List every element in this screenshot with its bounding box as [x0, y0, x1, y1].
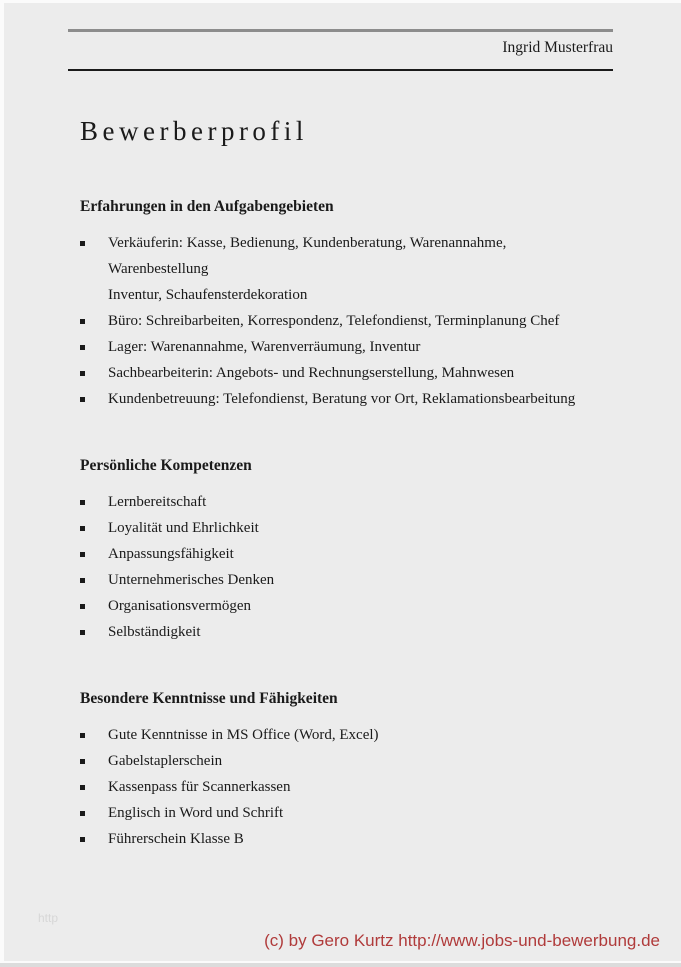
bullet-square-icon: [80, 334, 108, 350]
bullet-square-icon: [80, 567, 108, 583]
list-item: [80, 619, 625, 645]
list-item-line: Englisch in Word und Schrift: [108, 805, 284, 821]
bullet-list: [80, 230, 625, 412]
list-item-text: [108, 515, 259, 541]
list-item-line: Loyalität und Ehrlichkeit: [108, 520, 259, 536]
list-item-text: [108, 722, 379, 748]
list-item-line: Kundenbetreuung: Telefondienst, Beratung vor Ort, Reklamationsbearbeitung: [108, 391, 576, 407]
list-item-line: Sachbearbeiterin: Angebots- und Rechnungserstellung, Mahnwesen: [108, 365, 515, 381]
document-section: [80, 689, 625, 852]
bullet-square-icon: [80, 308, 108, 324]
list-item-text: [108, 334, 420, 360]
bullet-square-icon: [80, 800, 108, 816]
list-item-line: Gute Kenntnisse in MS Office (Word, Excel): [108, 727, 379, 743]
list-item-line: Kassenpass für Scannerkassen: [108, 779, 291, 795]
list-item-text: [108, 619, 201, 645]
list-item-line: Unternehmerisches Denken: [108, 572, 275, 588]
list-item-text: [108, 774, 290, 800]
list-item-text: [108, 567, 274, 593]
list-item-text: [108, 386, 575, 412]
list-item: [80, 826, 625, 852]
bullet-list: [80, 722, 625, 852]
list-item: [80, 567, 625, 593]
header-bottom-rule: [68, 69, 613, 71]
list-item-line: Anpassungsfähigkeit: [108, 546, 234, 562]
list-item-text: [108, 489, 206, 515]
list-item: [80, 748, 625, 774]
document-section: [80, 197, 625, 412]
bullet-list: [80, 489, 625, 645]
list-item-line: Selbständigkeit: [108, 624, 201, 640]
list-item: [80, 593, 625, 619]
list-item: [80, 334, 625, 360]
list-item: [80, 230, 625, 308]
section-heading: Persönliche Kompetenzen: [80, 457, 252, 474]
watermark-text: http: [38, 911, 59, 925]
list-item: [80, 774, 625, 800]
list-item: [80, 489, 625, 515]
page-title: Bewerberprofil: [80, 116, 308, 146]
list-item-line: Führerschein Klasse B: [108, 831, 244, 847]
list-item: [80, 515, 625, 541]
page-left-edge: [0, 0, 4, 967]
list-item-line: Inventur, Schaufensterdekoration: [108, 287, 308, 303]
bullet-square-icon: [80, 515, 108, 531]
list-item-text: [108, 360, 514, 386]
list-item-text: [108, 748, 222, 774]
bullet-square-icon: [80, 826, 108, 842]
list-item: [80, 800, 625, 826]
section-heading: Besondere Kenntnisse und Fähigkeiten: [80, 690, 338, 707]
list-item-text: [108, 541, 234, 567]
list-item-text: [108, 308, 559, 334]
document-body: [80, 197, 625, 852]
author-name: Ingrid Musterfrau: [502, 39, 613, 56]
list-item: [80, 541, 625, 567]
list-item-line: Organisationsvermögen: [108, 598, 252, 614]
copyright-link[interactable]: (c) by Gero Kurtz http://www.jobs-und-bewerbung.de: [264, 931, 660, 950]
document-section: [80, 456, 625, 645]
list-item-text: [108, 593, 251, 619]
bullet-square-icon: [80, 230, 108, 246]
bullet-square-icon: [80, 541, 108, 557]
list-item-text: [108, 800, 283, 826]
list-item-line: Büro: Schreibarbeiten, Korrespondenz, Telefondienst, Terminplanung Chef: [108, 313, 560, 329]
bullet-square-icon: [80, 774, 108, 790]
bullet-square-icon: [80, 489, 108, 505]
list-item-text: [108, 826, 244, 852]
list-item-line: Lernbereitschaft: [108, 494, 207, 510]
list-item: [80, 386, 625, 412]
header-top-rule: [68, 29, 613, 32]
bullet-square-icon: [80, 593, 108, 609]
list-item: [80, 360, 625, 386]
list-item: [80, 308, 625, 334]
bullet-square-icon: [80, 386, 108, 402]
page-bottom-edge: [0, 961, 681, 967]
bullet-square-icon: [80, 360, 108, 376]
list-item-text: [108, 230, 506, 308]
list-item-line: Lager: Warenannahme, Warenverräumung, Inventur: [108, 339, 421, 355]
list-item: [80, 722, 625, 748]
section-heading: Erfahrungen in den Aufgabengebieten: [80, 198, 334, 215]
bullet-square-icon: [80, 619, 108, 635]
bullet-square-icon: [80, 748, 108, 764]
list-item-line: Verkäuferin: Kasse, Bedienung, Kundenberatung, Warenannahme,: [108, 235, 507, 251]
list-item-line: Gabelstaplerschein: [108, 753, 223, 769]
list-item-line: Warenbestellung: [108, 261, 209, 277]
bullet-square-icon: [80, 722, 108, 738]
page-top-edge: [0, 0, 681, 3]
